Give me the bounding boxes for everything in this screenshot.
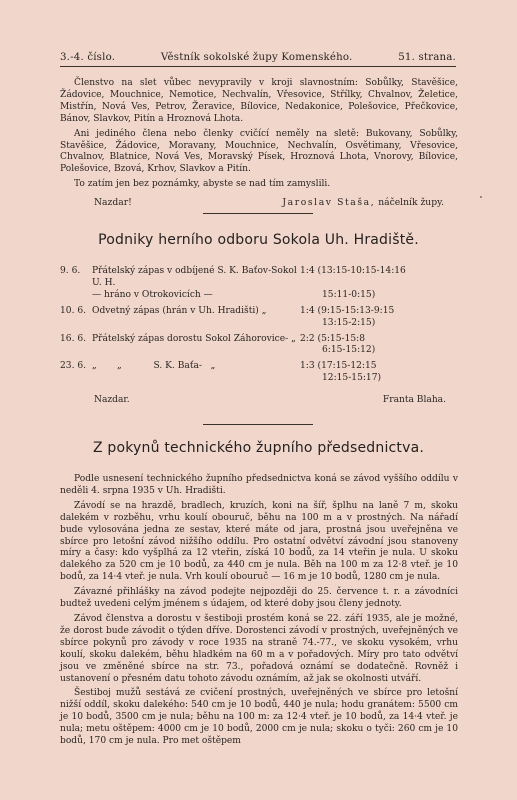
match-date: 9. 6. [60,266,81,276]
greeting: Nazdar. [94,395,130,406]
section-title: Z pokynů technického župního předsednictva. [92,440,425,456]
print-speck [480,196,482,198]
signature-name: Jaroslav Staša, [282,197,376,209]
paragraph: Závod členstva a dorostu v šestiboji prostém koná se 22. září 1935, ale je možné, že dorost bude závodit o týden dříve. Dorostenci závodí v prostných, uveřejněných ve sbírce pokynů pro závody v roce 1935 na straně 74.-77., ve skoku vysokém, vrhu koulí, skoku dalekém, běhu hladkém na 60 m a v pořadových. Míry pro tato odvětví jsou ve změněné sbírce na str. 73., pořadová oznámí se dodatečně. Rovněž i ustanovení o přesném datu tohoto závodu oznámím, až jak se okolnosti utváří. [60,613,458,684]
paragraph: To zatím jen bez poznámky, abyste se nad tím zamyslili. [74,179,331,190]
table-row [60,318,460,330]
greeting: Nazdar! [94,197,132,209]
table-row [60,266,460,290]
match-date [60,373,92,385]
signature [282,197,444,209]
match-description: Přátelský zápas dorostu Sokol Záhorovice- „ [92,333,296,344]
match-date: 16. 6. [60,333,87,344]
table-row [60,361,460,373]
table-row [60,345,460,357]
section-title: Podniky herního odboru Sokola Uh. Hradiště. [98,232,419,248]
signature-role: náčelník župy. [378,197,444,209]
paragraph: Členstvo na slet vůbec nevypravily v kroji slavnostním: Sobůlky, Stavěšice, Žádovice, Mouchnice, Nemotice, Nechvalín, Vřesovice, Střílky, Chvalnov, Želetice, Mistřín, Nová Ves, Petrov, Žeravice, Bílovice, Nedakonice, Polešovice, Přečkovice, Bánov, Slavkov, Pitín a Hroznová Lhota. [60,78,458,124]
match-date: 23. 6. [60,361,87,372]
match-date [60,345,92,357]
section-divider [203,424,313,425]
match-description [92,373,300,385]
match-description: Přátelský zápas v odbíjené S. K. Baťov-Sokol U. H. [92,266,297,288]
match-score: 1:4 (9:15-15:13-9:15 [300,305,395,316]
paragraph: Závodí se na hrazdě, bradlech, kruzích, koni na šíř, šplhu na laně 7 m, skoku dalekém v rozběhu, vrhu koulí obouruč, běhu na 100 m a v prostných. Na nářadí bude vylosována jedna ze sestav, které máte od jara, prostná jsou uveřejněna ve sbírce pro letošní závod nižšího oddílu. Pro ostatní odvětví závodní jsou stanoveny míry a časy: kdo vyšplhá za 12 vteřin, získá 10 bodů, za 14 vteřin je nula. U skoku dalekého za 520 cm je 10 bodů, za 440 cm je nula. Běh na 100 m za 12·8 vteř. je 10 bodů, za 14·4 vteř. je nula. Vrh koulí obouruč — 16 m je 10 bodů, 1280 cm je nula. [60,500,458,583]
signature-line [60,197,458,209]
publication-title: Věstník sokolské župy Komenského. [160,52,353,63]
page-header [60,52,456,67]
match-score: 12:15-15:17) [322,373,382,384]
signature: Franta Blaha. [382,395,446,406]
match-score: 13:15-2:15) [322,317,376,328]
table-row [60,290,460,302]
paragraph: Šestiboj mužů sestává ze cvičení prostných, uveřejněných ve sbírce pro letošní nižší oddíl, skoku dalekého: 540 cm je 10 bodů, 440 je nula; hodu granátem: 5500 cm je 10 bodů, 3500 cm je nula; běhu na 100 m: za 12·4 vteř. je 10 bodů, za 14·4 vteř. je nula; metu oštěpem: 4000 cm je 10 bodů, 2000 cm je nula; skoku o tyči: 260 cm je 10 bodů, 170 cm je nula. Pro met oštěpem [60,688,458,747]
match-score: 15:11-0:15) [322,289,376,300]
match-results [60,266,460,407]
match-date [60,290,92,302]
paragraph: Podle usnesení technického župního předsednictva koná se závod vyššího oddílu v neděli 4. srpna 1935 v Uh. Hradišti. [60,474,458,496]
match-score: 1:4 (13:15-10:15-14:16 [300,266,406,276]
match-description [92,318,300,330]
paragraph: Ani jediného člena nebo členky cvičící neměly na sletě: Bukovany, Sobůlky, Stavěšice, Žádovice, Moravany, Mouchnice, Nechvalín, Osvětimany, Vřesovice, Chvalnov, Blatnice, Nová Ves, Moravský Písek, Hroznová Lhota, Vnorovy, Bílovice, Polešovice, Bzová, Krhov, Slavkov a Pitín. [60,128,458,175]
match-date [60,318,92,330]
signature-line [60,395,460,407]
page-number: 51. strana. [398,52,456,63]
match-description: „ „ S. K. Baťa- „ [92,361,216,372]
match-score: 1:3 (17:15-12:15 [300,361,377,372]
section-divider [203,213,313,214]
table-row [60,334,460,346]
section-technical-instructions [60,474,458,748]
match-date: 10. 6. [60,305,87,316]
table-row [60,373,460,385]
issue-number: 3.-4. číslo. [60,52,116,63]
table-row [60,306,460,318]
match-description [92,345,300,357]
match-description: — hráno v Otrokovicích — [92,289,213,300]
paragraph: Závazné přihlášky na závod podejte nejpozději do 25. července t. r. a závodníci budtež uvedeni celým jménem s údajem, od které doby jsou členy jednoty. [60,587,458,610]
match-score: 6:15-15:12) [322,345,376,356]
match-score: 2:2 (5:15-15:8 [300,333,365,344]
match-description: Odvetný zápas (hrán v Uh. Hradišti) „ [92,305,267,316]
section-slet-report [60,78,458,209]
